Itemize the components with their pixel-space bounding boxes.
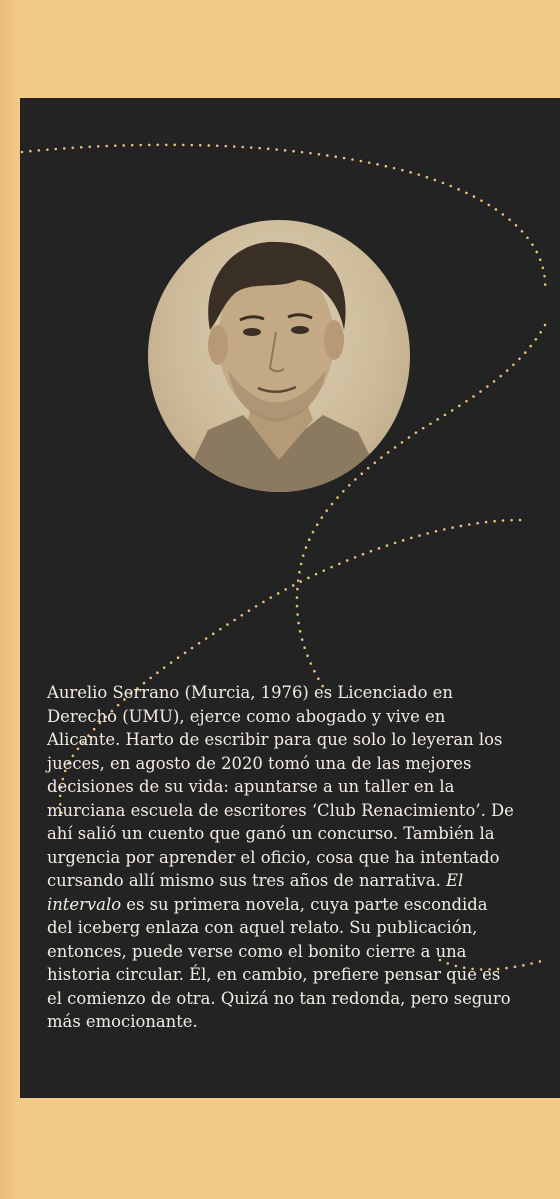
bio-text-start: Aurelio Serrano (Murcia, 1976) es Licenciado en Derecho (UMU), ejerce como abogado y vive en Alicante. Harto de escribir para que solo lo leyeran los jueces, en agosto de 2020 tomó una de las mejores decisiones de su vida: apuntarse a un taller en la murciana escuela de escritores ‘Club Renacimiento’. De ahí salió un cuento que ganó un concurso. También la urgencia por aprender el oficio, cosa que ha intentado cursando allí mismo sus tres años de narrativa. bbox=[47, 683, 514, 890]
book-title: El intervalo bbox=[47, 871, 464, 914]
bio-text-end: es su primera novela, cuya parte escondida del iceberg enlaza con aquel relato. Su publicación, entonces, puede verse como el bonito cierre a una historia circular. Él, en cambio, prefiere pensar que es el comienzo de otra. Quizá no tan redonda, pero seguro más emocionante. bbox=[47, 894, 511, 1031]
author-portrait-photo bbox=[148, 220, 410, 492]
author-biography bbox=[47, 681, 517, 1034]
page-edge-shadow bbox=[0, 0, 20, 1199]
author-portrait bbox=[148, 220, 410, 492]
